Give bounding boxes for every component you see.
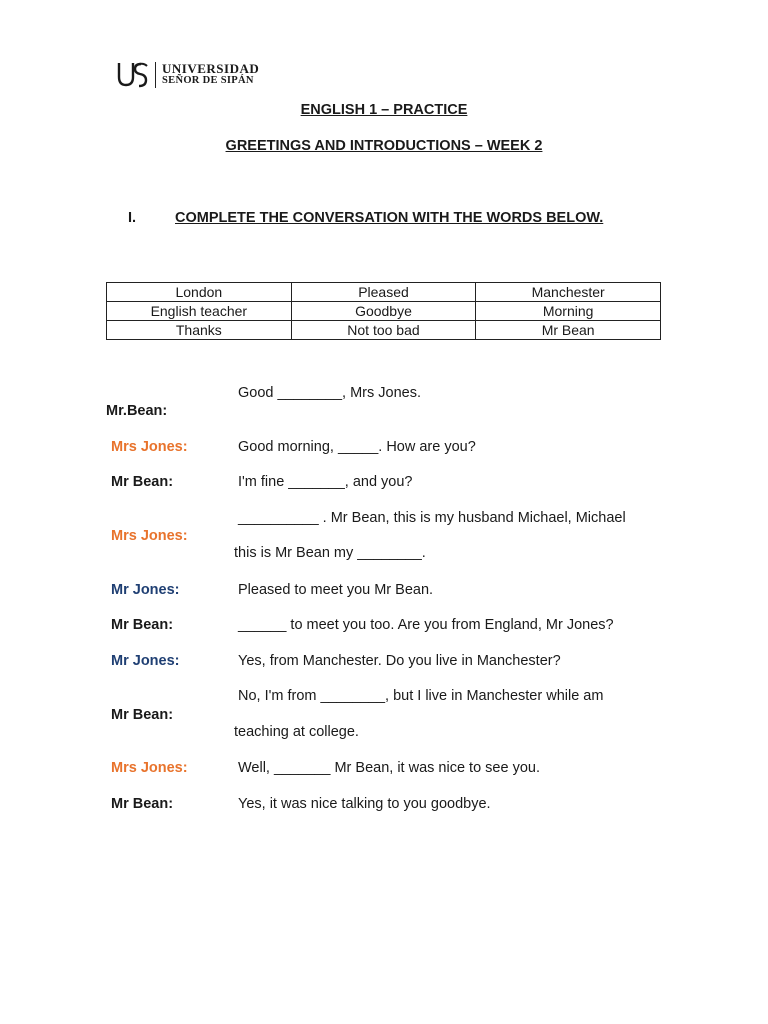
table-row bbox=[107, 321, 661, 340]
speaker-mr-jones: Mr Jones: bbox=[111, 653, 180, 669]
speaker-mrs-jones: Mrs Jones: bbox=[111, 528, 188, 544]
dialogue-line-continued: this is Mr Bean my ________. bbox=[234, 545, 426, 561]
speaker-mr-jones: Mr Jones: bbox=[111, 582, 180, 598]
table-row bbox=[107, 302, 661, 321]
table-cell: Morning bbox=[476, 302, 661, 321]
word-bank-table bbox=[106, 282, 661, 340]
logo-line-1: UNIVERSIDAD bbox=[162, 61, 260, 76]
section-instruction: COMPLETE THE CONVERSATION WITH THE WORDS BELOW. bbox=[175, 210, 604, 226]
logo-line-2: SEÑOR DE SIPÁN bbox=[162, 75, 254, 86]
dialogue-line: ______ to meet you too. Are you from England, Mr Jones? bbox=[238, 617, 614, 633]
dialogue-line: Pleased to meet you Mr Bean. bbox=[238, 582, 434, 598]
section-number: I. bbox=[128, 210, 137, 226]
speaker-mr-bean: Mr.Bean: bbox=[106, 403, 168, 419]
table-cell: Not too bad bbox=[291, 321, 476, 340]
table-cell: Thanks bbox=[107, 321, 292, 340]
dialogue-line: I'm fine _______, and you? bbox=[238, 474, 413, 490]
dialogue-line: Yes, it was nice talking to you goodbye. bbox=[238, 796, 491, 812]
dialogue-line: Good ________, Mrs Jones. bbox=[238, 385, 421, 401]
table-cell: Pleased bbox=[291, 283, 476, 302]
dialogue-line: __________ . Mr Bean, this is my husband Michael, Michael bbox=[238, 510, 626, 526]
dialogue-line: No, I'm from ________, but I live in Manchester while am bbox=[238, 688, 604, 704]
dialogue-line: Well, _______ Mr Bean, it was nice to see you. bbox=[238, 760, 540, 776]
speaker-mrs-jones: Mrs Jones: bbox=[111, 760, 188, 776]
logo-wordmark bbox=[162, 63, 259, 87]
dialogue-line: Yes, from Manchester. Do you live in Manchester? bbox=[238, 653, 561, 669]
table-cell: Goodbye bbox=[291, 302, 476, 321]
dialogue-line-continued: teaching at college. bbox=[234, 724, 359, 740]
table-cell: Manchester bbox=[476, 283, 661, 302]
speaker-mr-bean: Mr Bean: bbox=[111, 474, 174, 490]
page-subtitle: GREETINGS AND INTRODUCTIONS – WEEK 2 bbox=[225, 138, 543, 154]
table-row bbox=[107, 283, 661, 302]
table-cell: Mr Bean bbox=[476, 321, 661, 340]
uss-logo-icon bbox=[117, 60, 149, 90]
speaker-mr-bean: Mr Bean: bbox=[111, 617, 174, 633]
speaker-mr-bean: Mr Bean: bbox=[111, 796, 174, 812]
speaker-mrs-jones: Mrs Jones: bbox=[111, 439, 188, 455]
table-cell: London bbox=[107, 283, 292, 302]
table-cell: English teacher bbox=[107, 302, 292, 321]
page-title: ENGLISH 1 – PRACTICE bbox=[300, 102, 468, 118]
speaker-mr-bean: Mr Bean: bbox=[111, 707, 174, 723]
logo-divider bbox=[155, 62, 156, 88]
university-logo bbox=[117, 60, 259, 90]
dialogue-line: Good morning, _____. How are you? bbox=[238, 439, 476, 455]
